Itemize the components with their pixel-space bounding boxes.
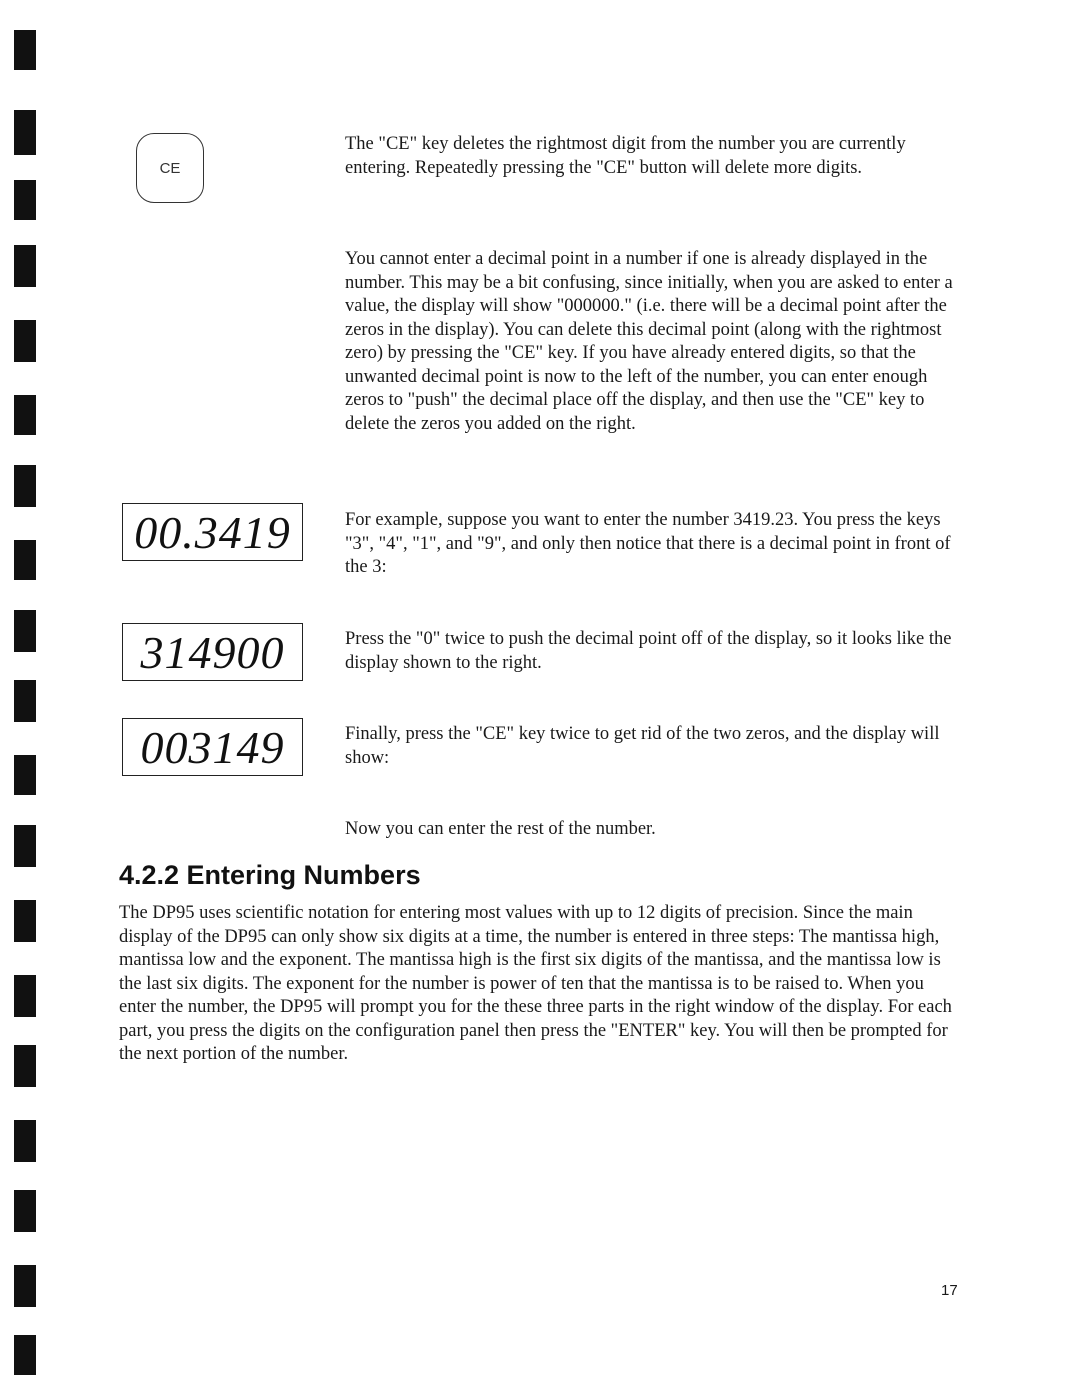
ce-description-paragraph: The "CE" key deletes the rightmost digit from the number you are currently entering. Repeatedly pressing the "CE" button will delete more digits. [345,134,906,178]
binding-edge-marks [0,0,40,1397]
press-ce-paragraph: Finally, press the "CE" key twice to get rid of the two zeros, and the display will show: [345,724,940,768]
ce-key-icon [136,133,204,203]
display-third: 003149 [122,718,303,776]
example-paragraph: For example, suppose you want to enter the number 3419.23. You press the keys "3", "4", "1", and "9", and only then notice that there is a decimal point in front of the 3: [345,510,951,577]
section-body-paragraph: The DP95 uses scientific notation for entering most values with up to 12 digits of precision. Since the main display of the DP95 can only show six digits at a time, the number is entered in three steps: The mantissa high, mantissa low and the exponent. The mantissa high is the first six digits of the mantissa, and the mantissa low is the last six digits. The exponent for the number is power of ten that the mantissa is to be raised to. When you enter the number, the DP95 will prompt you for the these three parts in the right window of the display. For each part, you press the digits on the configuration panel then press the "ENTER" key. You will then be prompted for the next portion of the number. [119,903,952,1064]
page-number: 17 [941,1282,958,1299]
decimal-point-paragraph: You cannot enter a decimal point in a number if one is already displayed in the number. This may be a bit confusing, since initially, when you are asked to enter a value, the display will show "000000." (i.e. there will be a decimal point after the zeros in the display). You can delete this decimal point (along with the rightmost zero) by pressing the "CE" key. If you have already entered digits, so that the unwanted decimal point is now to the left of the number, you can enter enough zeros to "push" the decimal place off the display, and then use the "CE" key to delete the zeros you added on the right. [345,249,953,434]
now-enter-paragraph: Now you can enter the rest of the number. [345,819,656,839]
ce-key-label: CE [159,159,181,177]
display-second: 314900 [122,623,303,681]
display-first: 00.3419 [122,503,303,561]
press-zero-paragraph: Press the "0" twice to push the decimal point off of the display, so it looks like the display shown to the right. [345,629,952,673]
section-heading: 4.2.2 Entering Numbers [119,860,421,890]
